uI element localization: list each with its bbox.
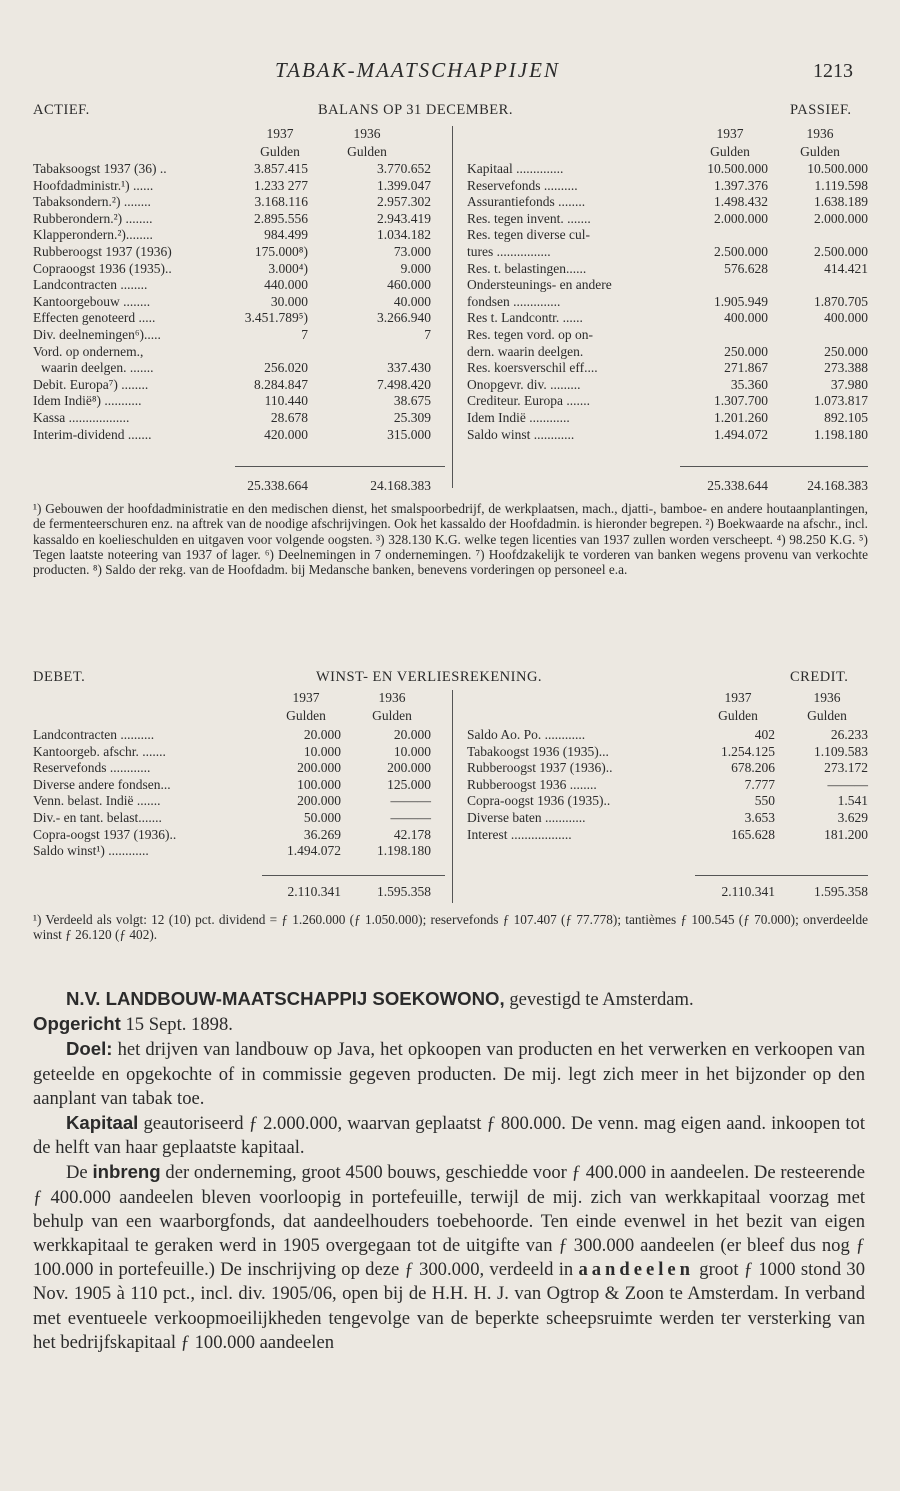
passief-value-a: 2.500.000 (714, 244, 768, 259)
passief-total-b: 24.168.383 (807, 478, 868, 493)
debet-value-b: 125.000 (387, 776, 431, 792)
actief-label: Idem Indië⁸) ........... (33, 393, 142, 409)
passief-value-b: 414.421 (824, 260, 868, 276)
company-seat: gevestigd te Amsterdam. (504, 989, 694, 1010)
credit-value-a: 7.777 (744, 776, 775, 792)
credit-label: Saldo Ao. Po. ............ (467, 727, 586, 742)
balans-actief-year-b: 1936 (353, 126, 381, 141)
credit-total-a: 2.110.341 (721, 884, 775, 899)
actief-label: Debit. Europa⁷) ........ (33, 376, 149, 392)
credit-label: Rubberoogst 1937 (1936).. (467, 760, 613, 776)
credit-value-b: 273.172 (824, 760, 868, 776)
debet-value-b: 42.178 (393, 826, 431, 842)
passief-label: Ondersteunings- en andere (467, 277, 612, 293)
actief-value-a: 3.168.116 (254, 194, 308, 210)
actief-value-a: 175.000⁸) (254, 244, 308, 259)
actief-label: Hoofdadministr.¹) ...... (33, 177, 154, 193)
passief-value-a: 1.498.432 (714, 194, 768, 210)
actief-value-b: 460.000 (387, 277, 431, 293)
passief-row (0, 244, 900, 260)
actief-value-b: 3.266.940 (377, 310, 431, 326)
passief-label: Crediteur. Europa ....... (467, 393, 590, 409)
doel-paragraph (33, 1037, 865, 1111)
passief-row (0, 327, 900, 343)
credit-row (0, 727, 900, 743)
passief-value-a: 271.867 (724, 360, 768, 376)
actief-label: Kantoorgebouw ........ (33, 293, 151, 309)
passief-value-b: 400.000 (824, 310, 868, 326)
passief-label: Res. tegen invent. ....... (467, 210, 591, 226)
actief-value-a: 2.895.556 (254, 210, 308, 226)
actief-label: Kassa .................. (33, 410, 130, 425)
passief-value-b: 250.000 (824, 343, 868, 359)
passief-value-a: 2.000.000 (714, 210, 768, 226)
actief-total-a: 25.338.664 (247, 478, 308, 493)
balans-actief-year-a: 1937 (266, 126, 294, 141)
actief-label: Tabaksondern.²) ........ (33, 194, 151, 210)
kapitaal-label: Kapitaal (66, 1112, 139, 1134)
inbreng-text-1: der onderneming, groot 4500 bouws, geschiedde voor ƒ 400.000 in aandeelen. De resteerende ƒ 400.000 aandeelen bleven voorloopig in portefeuille, terwijl de mij. zich van werkkapitaal voorzag met behulp van een waarborgfonds, dat aandeelhouders toebehoorde. Ten einde evenwel in het bezit van eigen werkkapitaal te geraken werd in 1905 overgegaan tot de uitgifte van ƒ 300.000 aandeelen (er bleef dus nog ƒ 100.000 in portefeuille.) De inschrijving op deze ƒ 300.000, verdeeld in (33, 1162, 865, 1281)
passief-row (0, 377, 900, 393)
credit-unit-a: Gulden (718, 708, 758, 723)
passief-value-b: 10.500.000 (807, 161, 868, 176)
passief-value-b: 2.000.000 (814, 210, 868, 226)
passief-value-a: 576.628 (724, 260, 768, 276)
credit-value-a: 3.653 (744, 810, 775, 825)
credit-label: Interest .................. (467, 826, 572, 842)
debet-value-a: 50.000 (303, 810, 341, 825)
credit-value-b: 1.541 (837, 793, 868, 809)
passief-row (0, 427, 900, 443)
passief-value-b: 1.870.705 (814, 293, 868, 309)
actief-value-a: 7 (301, 327, 308, 342)
passief-row (0, 294, 900, 310)
aandeelen-word: aandeelen (578, 1259, 694, 1281)
passief-value-b: 37.980 (830, 376, 868, 392)
passief-row (0, 211, 900, 227)
actief-value-b: 38.675 (393, 393, 431, 409)
credit-value-b: 181.200 (824, 826, 868, 842)
passief-value-b: 1.073.817 (814, 393, 868, 409)
debet-total-a: 2.110.341 (287, 884, 341, 899)
balans-divider (452, 126, 453, 488)
debet-heading: DEBET. (33, 669, 86, 685)
doel-label: Doel: (66, 1038, 113, 1060)
credit-value-a: 165.628 (731, 826, 775, 842)
debet-label: Div.- en tant. belast....... (33, 810, 162, 825)
credit-label: Copra-oogst 1936 (1935).. (467, 793, 611, 809)
actief-label: Effecten genoteerd ..... (33, 310, 156, 326)
passief-value-a: 1.201.260 (714, 410, 768, 425)
passief-value-a: 1.905.949 (714, 293, 768, 309)
passief-total-rule (680, 466, 868, 467)
actief-value-b: 337.430 (387, 360, 431, 376)
actief-value-a: 28.678 (270, 410, 308, 425)
winst-heading: WINST- EN VERLIESREKENING. (316, 669, 543, 685)
passief-label: Idem Indië ............ (467, 410, 570, 425)
balans-footnotes: ¹) Gebouwen der hoofdadministratie en den medischen dienst, het smalspoorbedrijf, de werkplaatsen, mach., djatti-, bamboe- en andere houtaanplantingen, de fermenteerschuren enz. na aftrek van de noodige afschrijvingen. Ook het kassaldo der Hoofdadmin. is hieronder begrepen. ²) Boekwaarde na afschr., incl. kassaldo en koelieschulden en uitgaven voor volgende oogsten. ³) 328.130 K.G. welke tegen licenties van 1937 zullen worden verscheept. ⁴) 98.250 K.G. ⁵) Tegen laatste noteering van 1937 of lager. ⁶) Deelnemingen in 7 ondernemingen. ⁷) Hoofdzakelijk te vorderen van banken wegens provenu van verkochte producten. ⁸) Saldo der rekg. van de Hoofdadm. bij Medansche banken, benevens vorderingen op personeel e.a. (33, 501, 868, 578)
passief-label: fondsen .............. (467, 293, 561, 309)
debet-total-rule (262, 875, 445, 876)
company-section (33, 987, 865, 1355)
actief-value-b: 1.399.047 (377, 177, 431, 193)
actief-value-b: 25.309 (393, 410, 431, 425)
debet-label: Copra-oogst 1937 (1936).. (33, 826, 177, 842)
actief-value-b: 7.498.420 (377, 376, 431, 392)
actief-value-a: 3.000⁴) (268, 260, 308, 276)
kapitaal-text: geautoriseerd ƒ 2.000.000, waarvan geplaatst ƒ 800.000. De venn. mag eigen aand. inkoopen tot de helft van haar geplaatste kapitaal. (33, 1113, 865, 1159)
actief-value-a: 984.499 (264, 227, 308, 243)
passief-value-b: 1.198.180 (814, 426, 868, 442)
inbreng-pre: De (66, 1162, 93, 1184)
passief-value-b: 2.500.000 (814, 244, 868, 259)
debet-label: Reservefonds ............ (33, 760, 151, 776)
kapitaal-paragraph (33, 1111, 865, 1160)
passief-value-a: 35.360 (730, 376, 768, 392)
actief-label: Copraoogst 1936 (1935).. (33, 260, 172, 276)
passief-label: Assurantiefonds ........ (467, 194, 586, 210)
balans-passief-year-a: 1937 (716, 126, 744, 141)
winst-table (0, 690, 900, 905)
debet-value-a: 100.000 (297, 776, 341, 792)
inbreng-text-2: groot ƒ 1000 stond 30 Nov. 1905 à 110 pct., incl. div. 1905/06, open bij de H.H. H. J. van Ogtrop & Zoon te Amsterdam. In verband met eventueele verkoopmoeilijkheden tengevolge van de beperkte scheepsruimte werden ter versterking van het bedrijfskapitaal ƒ 100.000 aandeelen (33, 1259, 865, 1353)
passief-label: Res. koersverschil eff.... (467, 360, 598, 376)
opgericht-label: Opgericht (33, 1013, 121, 1035)
actief-label: Klapperondern.²)........ (33, 227, 153, 243)
credit-label: Rubberoogst 1936 ........ (467, 776, 597, 792)
debet-value-b: 200.000 (387, 760, 431, 776)
passief-value-a: 10.500.000 (707, 161, 768, 176)
credit-value-b: 1.109.583 (814, 743, 868, 759)
inbreng-label: inbreng (92, 1161, 161, 1183)
debet-value-a: 200.000 (297, 760, 341, 776)
debet-value-a: 10.000 (303, 743, 341, 759)
debet-value-a: 1.494.072 (287, 843, 341, 859)
balans-passief-year-b: 1936 (806, 126, 834, 141)
doel-text: het drijven van landbouw op Java, het opkoopen van producten en het verwerken en verkoopen van geteelde en opgekochte of in commissie gegeven producten. De mij. legt zich meer in het bijzonder op den aanplant van tabak toe. (33, 1039, 865, 1109)
balans-table (0, 126, 900, 496)
company-name: N.V. LANDBOUW-MAATSCHAPPIJ SOEKOWONO, (66, 988, 505, 1009)
actief-value-a: 3.451.789⁵) (244, 310, 308, 326)
debet-row (0, 843, 900, 859)
debet-label: Landcontracten .......... (33, 727, 155, 742)
actief-value-b: 2.943.419 (377, 210, 431, 226)
credit-label: Diverse baten ............ (467, 810, 586, 825)
actief-heading: ACTIEF. (33, 102, 90, 118)
actief-label: Tabaksoogst 1937 (36) .. (33, 161, 167, 176)
passief-row (0, 178, 900, 194)
debet-value-a: 200.000 (297, 793, 341, 809)
passief-total-a: 25.338.644 (707, 478, 768, 493)
passief-label: Res. tegen diverse cul- (467, 227, 590, 243)
passief-row (0, 161, 900, 177)
credit-row (0, 777, 900, 793)
passief-value-a: 1.307.700 (714, 393, 768, 409)
actief-value-a: 3.857.415 (254, 161, 308, 176)
debet-value-b: 1.198.180 (377, 843, 431, 859)
actief-value-a: 110.440 (264, 393, 308, 409)
running-header-title: TABAK-MAATSCHAPPIJEN (275, 58, 560, 82)
balans-heading: BALANS OP 31 DECEMBER. (318, 102, 513, 118)
passief-label: Saldo winst ............ (467, 426, 575, 442)
balans-passief-unit-a: Gulden (710, 144, 750, 159)
passief-label: Res t. Landcontr. ...... (467, 310, 583, 326)
passief-label: Kapitaal .............. (467, 161, 564, 176)
actief-label: Landcontracten ........ (33, 277, 148, 293)
credit-label: Tabakoogst 1936 (1935)... (467, 743, 609, 759)
passief-value-b: 1.638.189 (814, 194, 868, 210)
credit-row (0, 810, 900, 826)
debet-value-a: 20.000 (303, 727, 341, 742)
debet-unit-b: Gulden (372, 708, 412, 723)
passief-row (0, 410, 900, 426)
passief-value-a: 250.000 (724, 343, 768, 359)
credit-total-rule (695, 875, 868, 876)
actief-value-a: 1.233 277 (254, 177, 308, 193)
actief-value-b: 3.770.652 (377, 161, 431, 176)
credit-value-a: 402 (754, 727, 775, 742)
credit-value-a: 678.206 (731, 760, 775, 776)
credit-value-b: ——— (827, 776, 868, 792)
debet-unit-a: Gulden (286, 708, 326, 723)
actief-value-b: 73.000 (393, 244, 431, 259)
credit-row (0, 793, 900, 809)
debet-value-b: 20.000 (393, 727, 431, 742)
debet-year-a: 1937 (292, 690, 320, 705)
balans-actief-unit-b: Gulden (347, 144, 387, 159)
actief-total-rule (235, 466, 445, 467)
credit-value-a: 550 (754, 793, 775, 809)
passief-row (0, 310, 900, 326)
actief-label: Vord. op ondernem., (33, 343, 144, 359)
actief-label: waarin deelgen. ....... (41, 360, 154, 376)
passief-label: Res. tegen vord. op on- (467, 327, 593, 342)
actief-label: Rubberondern.²) ........ (33, 210, 153, 226)
actief-total-b: 24.168.383 (370, 478, 431, 493)
debet-value-b: 10.000 (393, 743, 431, 759)
winst-footnote: ¹) Verdeeld als volgt: 12 (10) pct. dividend = ƒ 1.260.000 (ƒ 1.050.000); reservefonds ƒ 107.407 (ƒ 77.778); tantièmes ƒ 100.545 (ƒ 70.000); onverdeelde winst ƒ 26.120 (ƒ 402). (33, 912, 868, 943)
credit-row (0, 744, 900, 760)
actief-value-a: 420.000 (264, 426, 308, 442)
passief-row (0, 344, 900, 360)
opgericht-line (33, 1012, 865, 1037)
passief-row (0, 261, 900, 277)
passief-value-b: 1.119.598 (814, 177, 868, 193)
inbreng-paragraph (33, 1160, 865, 1355)
debet-label: Kantoorgeb. afschr. ....... (33, 743, 166, 759)
winst-divider (452, 690, 453, 903)
actief-label: Interim-dividend ....... (33, 426, 152, 442)
passief-row (0, 277, 900, 293)
credit-year-a: 1937 (724, 690, 752, 705)
debet-value-a: 36.269 (303, 826, 341, 842)
passief-label: Onopgevr. div. ......... (467, 376, 581, 392)
passief-label: Res. t. belastingen...... (467, 260, 587, 276)
passief-value-a: 1.494.072 (714, 426, 768, 442)
actief-label: Rubberoogst 1937 (1936) (33, 244, 172, 259)
credit-total-b: 1.595.358 (814, 884, 868, 899)
credit-row (0, 827, 900, 843)
credit-value-b: 26.233 (830, 727, 868, 742)
debet-value-b: ——— (390, 793, 431, 809)
actief-label: Div. deelnemingen⁶)..... (33, 327, 161, 342)
actief-value-b: 315.000 (387, 426, 431, 442)
actief-value-a: 30.000 (270, 293, 308, 309)
credit-year-b: 1936 (813, 690, 841, 705)
passief-value-a: 400.000 (724, 310, 768, 326)
actief-value-b: 9.000 (400, 260, 431, 276)
balans-passief-unit-b: Gulden (800, 144, 840, 159)
company-name-line (33, 987, 865, 1012)
credit-value-b: 3.629 (837, 810, 868, 825)
passief-label: tures ................ (467, 244, 551, 259)
actief-value-b: 7 (424, 327, 431, 342)
passief-label: dern. waarin deelgen. (467, 343, 584, 359)
debet-label: Venn. belast. Indië ....... (33, 793, 161, 809)
actief-value-a: 440.000 (264, 277, 308, 293)
passief-value-b: 892.105 (824, 410, 868, 425)
passief-value-b: 273.388 (824, 360, 868, 376)
debet-year-b: 1936 (378, 690, 406, 705)
actief-value-b: 40.000 (393, 293, 431, 309)
page-number: 1213 (813, 60, 853, 82)
credit-value-a: 1.254.125 (721, 743, 775, 759)
actief-value-a: 8.284.847 (254, 376, 308, 392)
opgericht-value: 15 Sept. 1898. (120, 1014, 233, 1036)
credit-heading: CREDIT. (790, 669, 849, 685)
debet-total-b: 1.595.358 (377, 884, 431, 899)
passief-heading: PASSIEF. (790, 102, 852, 118)
debet-label: Diverse andere fondsen... (33, 776, 171, 792)
credit-row (0, 760, 900, 776)
balans-actief-unit-a: Gulden (260, 144, 300, 159)
passief-label: Reservefonds .......... (467, 177, 578, 193)
actief-value-a: 256.020 (264, 360, 308, 376)
credit-unit-b: Gulden (807, 708, 847, 723)
passief-row (0, 360, 900, 376)
passief-value-a: 1.397.376 (714, 177, 768, 193)
actief-value-b: 1.034.182 (377, 227, 431, 243)
passief-row (0, 194, 900, 210)
actief-value-b: 2.957.302 (377, 194, 431, 210)
debet-label: Saldo winst¹) ............ (33, 843, 149, 859)
passief-row (0, 393, 900, 409)
debet-value-b: ——— (390, 810, 431, 825)
passief-row (0, 227, 900, 243)
